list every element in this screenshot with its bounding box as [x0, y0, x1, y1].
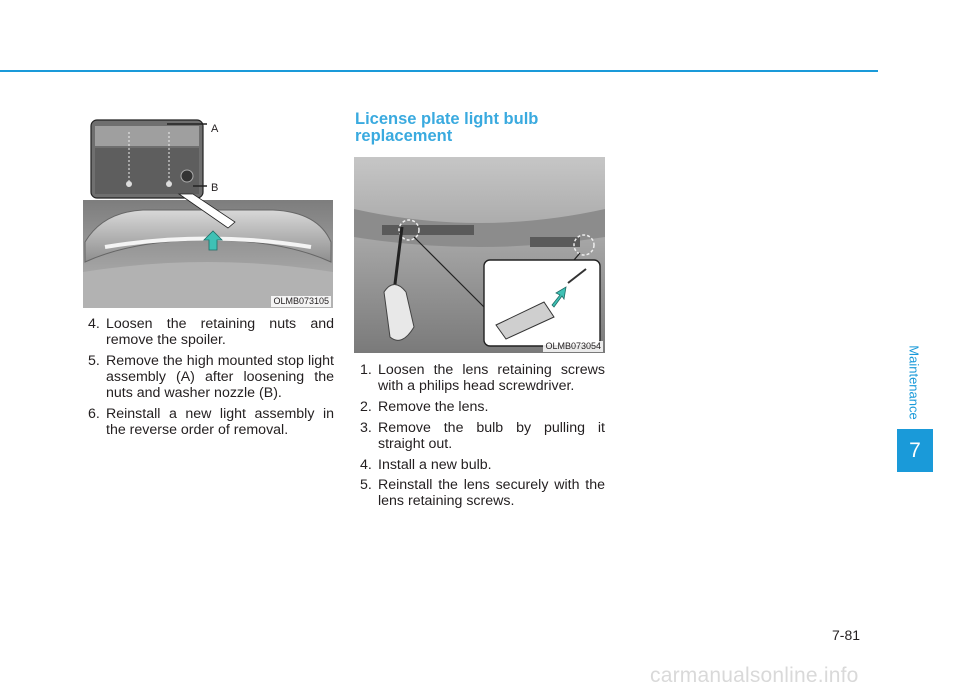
figure-code: OLMB073054	[545, 341, 601, 351]
chapter-tab: 7	[897, 429, 933, 472]
spoiler-illustration	[83, 112, 333, 308]
section-title: License plate light bulb replacement	[355, 110, 539, 145]
list-item: 4. Loosen the retaining nuts and remove the spoiler.	[88, 316, 334, 349]
list-item: 2. Remove the lens.	[360, 398, 489, 415]
list-item: 4. Install a new bulb.	[360, 456, 492, 473]
chapter-label: Maintenance	[906, 345, 922, 420]
callout-b: B	[211, 182, 219, 194]
watermark: carmanualsonline.info	[650, 664, 859, 687]
list-item: 3. Remove the bulb by pulling it straight out.	[360, 419, 605, 452]
header-rule	[0, 70, 878, 72]
steps-spoiler	[84, 316, 334, 443]
callout-a: A	[211, 123, 219, 135]
license-light-illustration	[354, 157, 605, 353]
list-item: 5. Remove the high mounted stop light assembly (A) after loosening the nuts and washer nozzle (B).	[88, 352, 334, 402]
steps-license-light	[356, 362, 605, 514]
list-item: 5. Reinstall the lens securely with the lens retaining screws.	[360, 477, 605, 510]
figure-license-light	[354, 157, 605, 353]
figure-spoiler-removal	[83, 112, 333, 308]
list-item: 1. Loosen the lens retaining screws with a philips head screwdriver.	[360, 362, 605, 395]
figure-code: OLMB073105	[273, 296, 329, 306]
list-item: 6. Reinstall a new light assembly in the reverse order of removal.	[88, 406, 334, 439]
page-number: 7-81	[832, 627, 861, 643]
